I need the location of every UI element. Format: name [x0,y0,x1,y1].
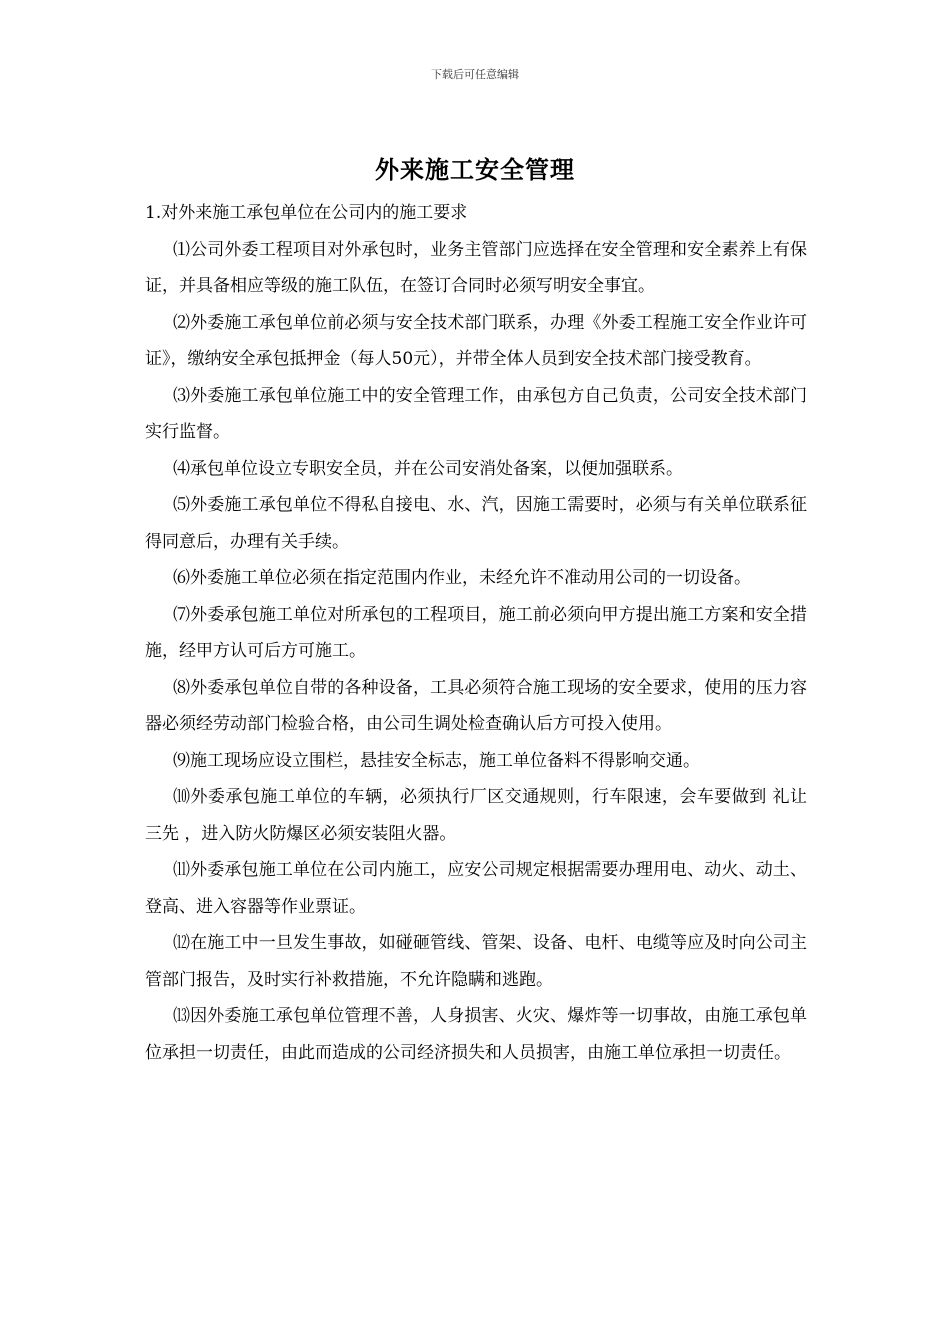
section-heading: 1.对外来施工承包单位在公司内的施工要求 [145,203,468,223]
clause-5: ⑸外委施工承包单位不得私自接电、水、汽，因施工需要时，必须与有关单位联系征得同意后，办理有关手续。 [145,495,807,552]
clause-12: ⑿在施工中一旦发生事故，如碰砸管线、管架、设备、电杆、电缆等应及时向公司主管部门报告，及时实行补救措施，不允许隐瞒和逃跑。 [145,933,807,990]
clause-3: ⑶外委施工承包单位施工中的安全管理工作，由承包方自己负责，公司安全技术部门实行监督。 [145,385,807,442]
clause-7: ⑺外委承包施工单位对所承包的工程项目，施工前必须向甲方提出施工方案和安全措施，经甲方认可后方可施工。 [145,604,807,661]
clause-6: ⑹外委施工单位必须在指定范围内作业，未经允许不准动用公司的一切设备。 [173,568,751,588]
document-title: 外来施工安全管理 [375,155,575,184]
clause-1: ⑴公司外委工程项目对外承包时，业务主管部门应选择在安全管理和安全素养上有保证，并具备相应等级的施工队伍，在签订合同时必须写明安全事宜。 [145,239,807,296]
clause-8: ⑻外委承包单位自带的各种设备，工具必须符合施工现场的安全要求，使用的压力容器必须经劳动部门检验合格，由公司生调处检查确认后方可投入使用。 [145,677,807,734]
document-body [145,195,807,1071]
clause-10: ⑽外委承包施工单位的车辆，必须执行厂区交通规则，行车限速，会车要做到 礼让三先 ，进入防火防爆区必须安装阻火器。 [145,787,807,844]
clause-4: ⑷承包单位设立专职安全员，并在公司安消处备案，以便加强联系。 [173,458,683,479]
clause-2: ⑵外委施工承包单位前必须与安全技术部门联系，办理《外委工程施工安全作业许可证》，缴纳安全承包抵押金（每人50元），并带全体人员到安全技术部门接受教育。 [145,312,807,369]
clause-13: ⒀因外委施工承包单位管理不善，人身损害、火灾、爆炸等一切事故，由施工承包单位承担一切责任，由此而造成的公司经济损失和人员损害，由施工单位承担一切责任。 [145,1006,807,1063]
header-note: 下载后可任意编辑 [431,68,519,81]
clause-9: ⑼施工现场应设立围栏，悬挂安全标志，施工单位备料不得影响交通。 [173,750,700,771]
clause-11: ⑾外委承包施工单位在公司内施工，应安公司规定根据需要办理用电、动火、动土、登高、进入容器等作业票证。 [145,860,807,917]
